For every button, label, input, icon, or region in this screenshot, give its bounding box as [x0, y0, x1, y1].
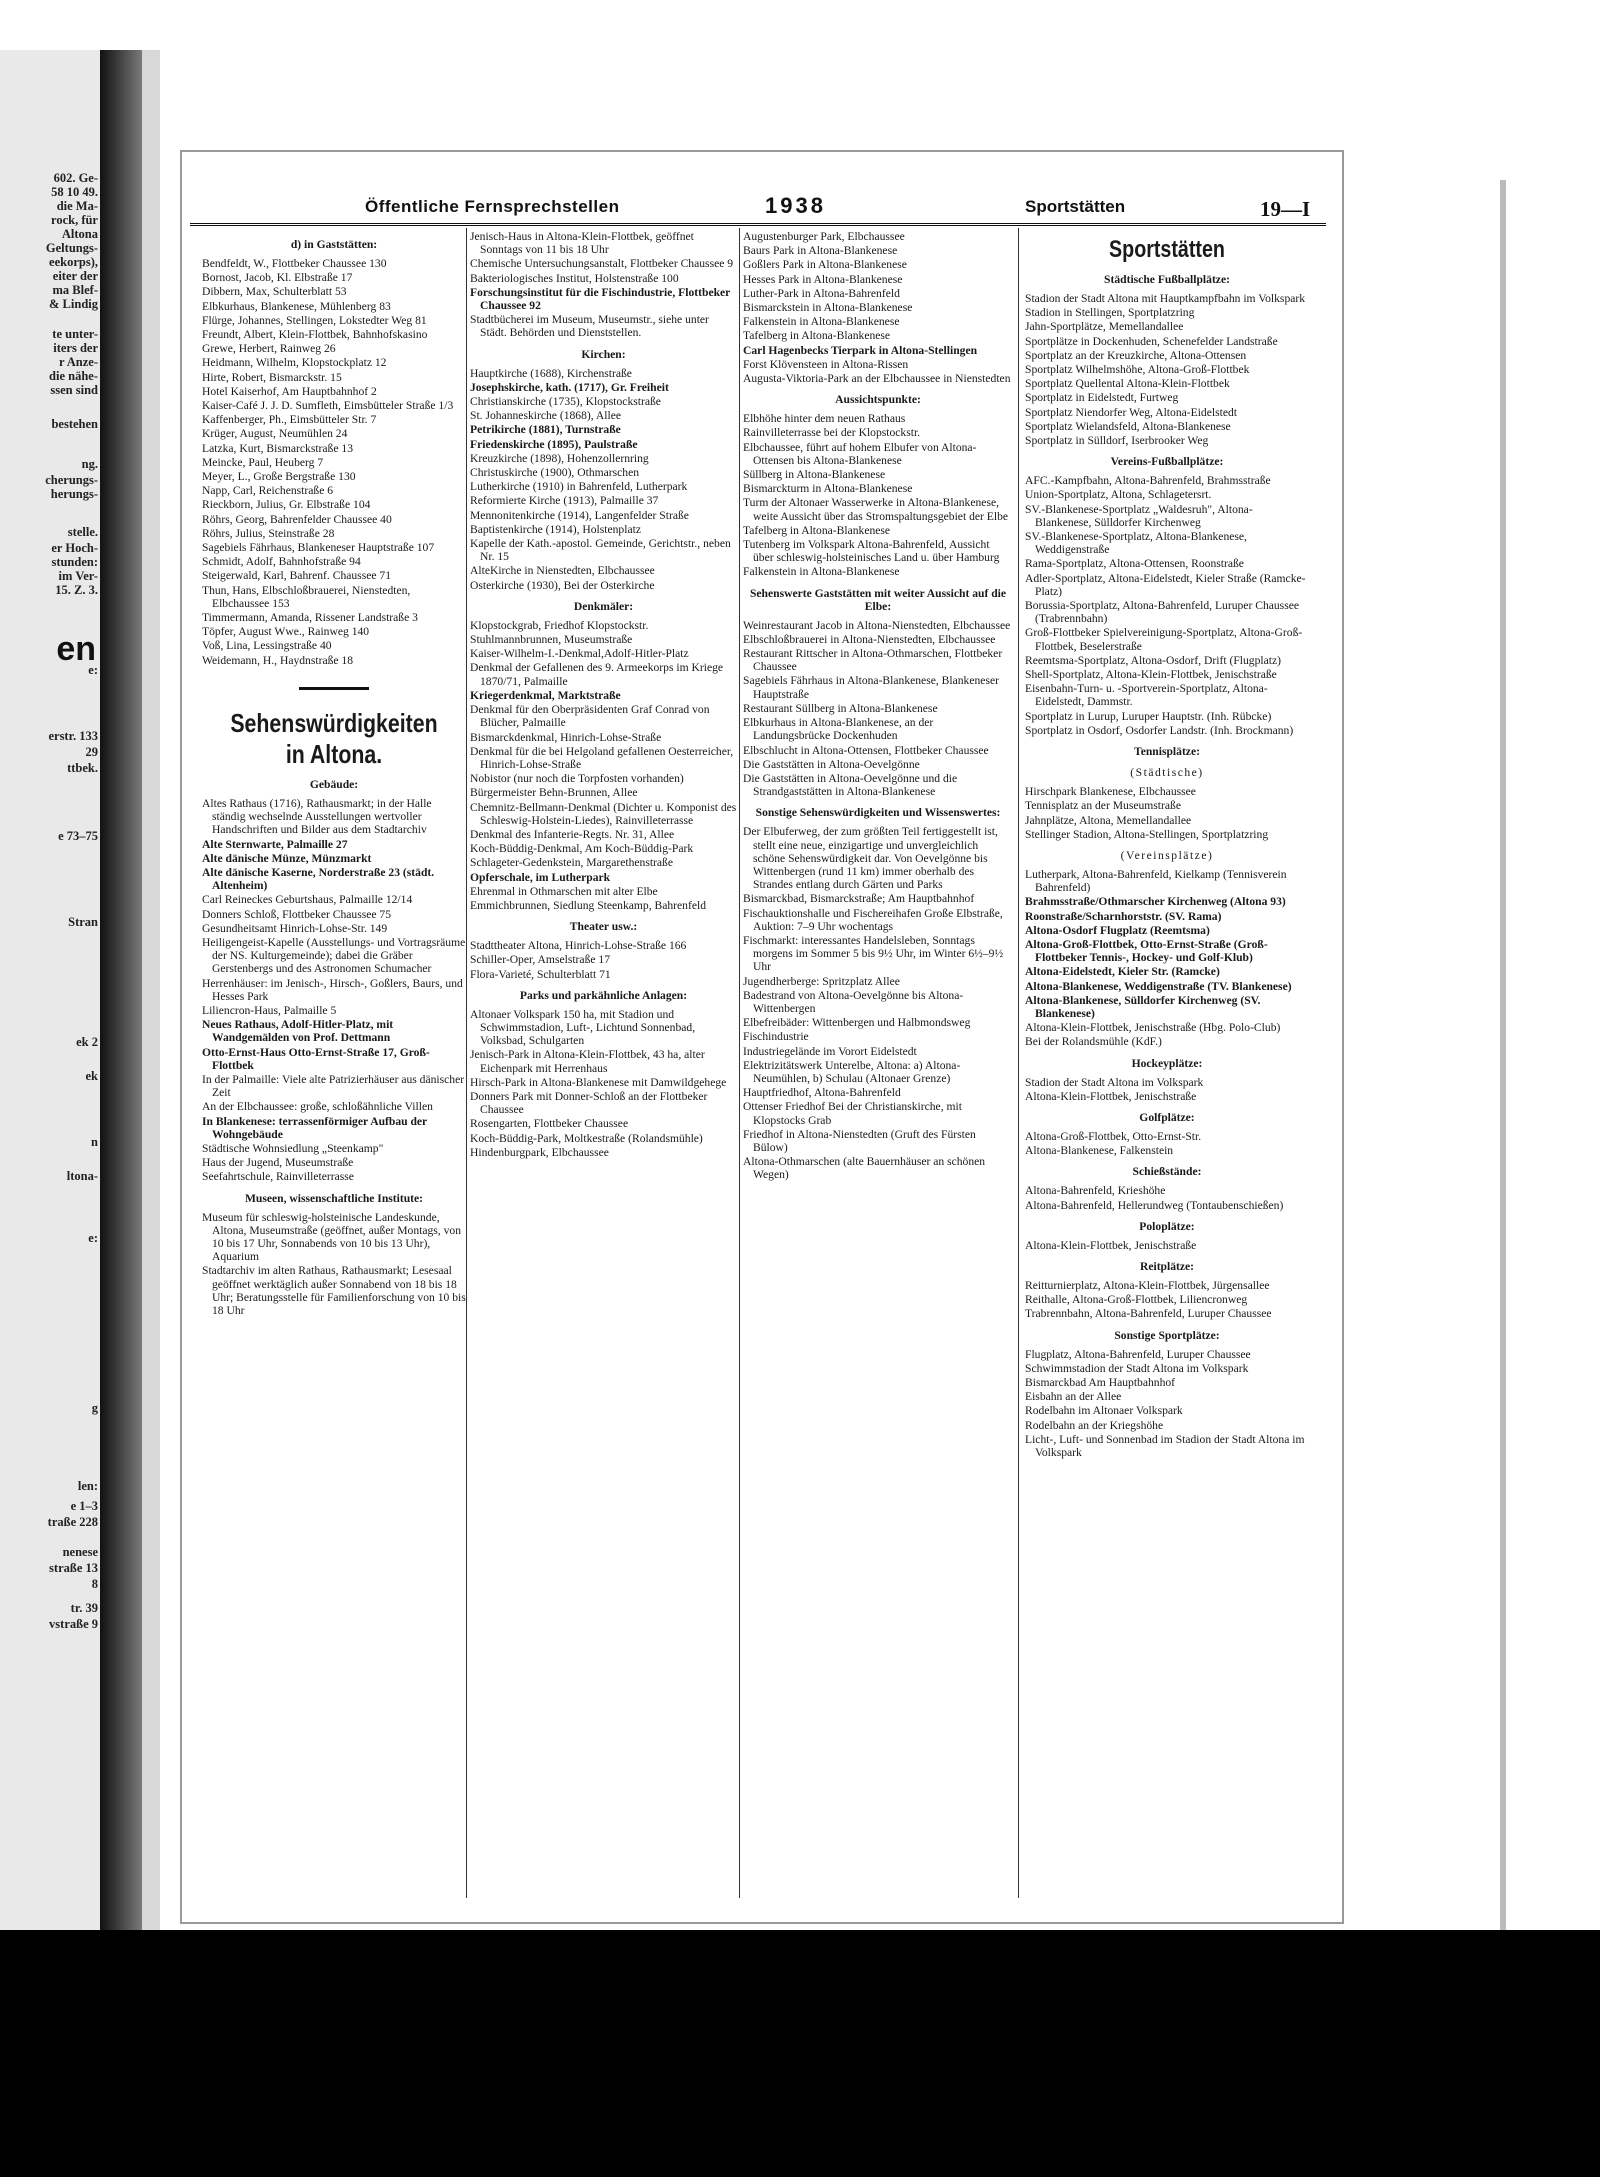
list-entry: Jenisch-Park in Altona-Klein-Flottbek, 43 ha, alter Eichenpark mit Herrenhaus — [470, 1048, 705, 1075]
left-page-text-fragment: stelle. — [67, 525, 98, 539]
list-entry: Altonaer Volkspark 150 ha, mit Stadion und Schwimmstadion, Luft-, Lichtund Sonnenbad, Volksbad, Schulgarten — [470, 1007, 696, 1048]
subsection-heading: Sonstige Sportplätze: — [1114, 1328, 1220, 1342]
left-page-heading-fragment: en — [56, 630, 96, 668]
list-entry: Stadion der Stadt Altona mit Hauptkampfbahn im Volkspark — [1025, 292, 1306, 305]
list-entry: Christianskirche (1735), Klopstockstraße — [470, 395, 661, 409]
left-page-text-fragment: g — [91, 1401, 98, 1415]
list-entry: Neues Rathaus, Adolf-Hitler-Platz, mit Wandgemälden von Prof. Dettmann — [202, 1018, 394, 1045]
list-entry: Latzka, Kurt, Bismarckstraße 13 — [202, 441, 353, 455]
list-entry: Hotel Kaiserhof, Am Hauptbahnhof 2 — [202, 384, 377, 398]
list-entry: Schlageter-Gedenkstein, Margarethenstraße — [470, 856, 674, 870]
left-page-text-fragment: ltona- — [66, 1169, 98, 1183]
list-entry: Opferschale, im Lutherpark — [470, 870, 611, 884]
column-4 — [1025, 230, 1309, 1460]
list-entry: Dibbern, Max, Schulterblatt 53 — [202, 285, 347, 299]
left-page-text-fragment: ma Blef- — [52, 283, 98, 297]
list-entry: Baptistenkirche (1914), Holstenplatz — [470, 522, 641, 536]
left-page-text-fragment: traße 228 — [47, 1515, 98, 1529]
list-entry: Alte Sternwarte, Palmaille 27 — [202, 837, 348, 851]
list-entry: Altona-Klein-Flottbek, Jenischstraße — [1025, 1089, 1197, 1103]
subsection-heading: Reitplätze: — [1139, 1259, 1195, 1273]
left-page-text-fragment: eekorps), — [49, 255, 98, 269]
list-entry: Chemische Untersuchungsanstalt, Flottbeker Chaussee 9 — [470, 257, 734, 271]
list-entry: Freundt, Albert, Klein-Flottbek, Bahnhofskasino — [202, 328, 428, 342]
list-entry: Eisenbahn-Turn- u. -Sportverein-Sportplatz, Altona-Eidelstedt, Dammstr. — [1025, 682, 1268, 709]
list-entry: An der Elbchaussee: große, schloßähnliche Villen — [202, 1100, 433, 1114]
list-entry: Chemnitz-Bellmann-Denkmal (Dichter u. Komponist des Schleswig-Holstein-Liedes), Rainvilleterrasse — [470, 800, 737, 827]
list-entry: Röhrs, Georg, Bahrenfelder Chaussee 40 — [202, 512, 392, 526]
left-page-text-fragment: e 1–3 — [70, 1499, 98, 1513]
left-page-text-fragment: e: — [88, 1231, 98, 1245]
subsection-heading: d) in Gaststätten: — [290, 238, 378, 251]
list-entry: Hirte, Robert, Bismarckstr. 15 — [202, 370, 342, 384]
list-entry: Altona-Groß-Flottbek, Otto-Ernst-Straße (Groß-Flottbeker Tennis-, Hockey- und Golf-Klub) — [1025, 937, 1268, 965]
subsection-heading: Gebäude: — [309, 777, 359, 791]
left-page-text-fragment: 602. Ge- — [53, 171, 98, 185]
list-entry: Sportplatz Quellental Altona-Klein-Flottbek — [1025, 377, 1230, 391]
page-gutter — [142, 50, 160, 1980]
list-entry: Napp, Carl, Reichenstraße 6 — [202, 484, 334, 498]
list-entry: Koch-Büddig-Park, Moltkestraße (Rolandsmühle) — [470, 1131, 703, 1145]
list-entry: Licht-, Luft- und Sonnenbad im Stadion der Stadt Altona im Volkspark — [1025, 1432, 1305, 1459]
list-entry: Klopstockgrab, Friedhof Klopstockstr. — [470, 618, 649, 632]
list-entry: Stadion der Stadt Altona im Volkspark — [1025, 1075, 1204, 1089]
left-page-text-fragment: & Lindig — [49, 297, 98, 311]
list-entry: Süllberg in Altona-Blankenese — [743, 468, 886, 482]
list-entry: Restaurant Rittscher in Altona-Othmarschen, Flottbeker Chaussee — [743, 647, 1003, 674]
list-entry: Schiller-Oper, Amselstraße 17 — [470, 953, 611, 967]
list-entry: Otto-Ernst-Haus Otto-Ernst-Straße 17, Groß-Flottbek — [202, 1045, 430, 1072]
list-entry: Sportplätze in Dockenhuden, Schenefelder Landstraße — [1025, 334, 1278, 348]
list-entry: SV.-Blankenese-Sportplatz, Altona-Blankenese, Weddigenstraße — [1025, 530, 1247, 557]
list-entry: Altona-Blankenese, Sülldorfer Kirchenweg (SV. Blankenese) — [1025, 993, 1261, 1020]
list-entry: Rama-Sportplatz, Altona-Ottensen, Roonstraße — [1025, 557, 1244, 571]
list-entry: Turm der Altonaer Wasserwerke in Altona-Blankenese, weite Aussicht über das Stromspaltungsgebiet der Elbe — [743, 496, 1009, 523]
list-entry: Bei der Rolandsmühle (KdF.) — [1025, 1035, 1162, 1049]
subsection-heading: Aussichtspunkte: — [835, 393, 921, 407]
left-page-text-fragment: rock, für — [51, 213, 98, 227]
list-entry: Christuskirche (1900), Othmarschen — [470, 466, 640, 480]
left-page-text-fragment: len: — [77, 1479, 98, 1493]
left-page-text-fragment: 58 10 49. — [51, 185, 98, 199]
list-entry: Kaiser-Wilhelm-I.-Denkmal,Adolf-Hitler-Platz — [470, 647, 689, 661]
list-entry: Weinrestaurant Jacob in Altona-Nienstedten, Elbchaussee — [743, 618, 1011, 632]
list-entry: Museum für schleswig-holsteinische Landeskunde, Altona, Museumstraße (geöffnet, außer Montags, von 10 bis 17 Uhr, Sonnabends von 10 bis 13 Uhr), Aquarium — [202, 1210, 461, 1264]
list-entry: Donners Schloß, Flottbeker Chaussee 75 — [202, 907, 392, 921]
subsection-heading: Sonstige Sehenswürdigkeiten und Wissenswertes: — [755, 806, 1001, 820]
list-entry: Hirschpark Blankenese, Elbchaussee — [1025, 785, 1196, 799]
list-entry: Altona-Klein-Flottbek, Jenischstraße — [1025, 1238, 1197, 1252]
list-entry: Shell-Sportplatz, Altona-Klein-Flottbek, Jenischstraße — [1025, 668, 1277, 682]
list-entry: Denkmal des Infanterie-Regts. Nr. 31, Allee — [470, 827, 675, 841]
left-page-text-fragment: Geltungs- — [45, 241, 98, 255]
list-entry: Elbhöhe hinter dem neuen Rathaus — [743, 412, 906, 426]
list-entry: Thun, Hans, Elbschloßbrauerei, Nienstedten, Elbchaussee 153 — [202, 583, 411, 610]
running-header — [190, 193, 1326, 226]
list-entry: Altona-Groß-Flottbek, Otto-Ernst-Str. — [1025, 1129, 1202, 1143]
subsection-heading: Kirchen: — [581, 347, 626, 361]
left-page-text-fragment: straße 13 — [49, 1561, 98, 1575]
left-page-text-fragment: ek 2 — [76, 1035, 98, 1049]
subsection-heading: Städtische Fußballplätze: — [1104, 273, 1230, 286]
list-entry: Die Gaststätten in Altona-Oevelgönne und die Strandgaststätten in Altona-Blankenese — [743, 771, 958, 799]
list-entry: Altona-Eidelstedt, Kieler Str. (Ramcke) — [1025, 965, 1220, 979]
list-entry: Reitturnierplatz, Altona-Klein-Flottbek, Jürgensallee — [1025, 1278, 1270, 1292]
left-page-text-fragment: te unter- — [52, 327, 98, 341]
subsection-heading: (Städtische) — [1130, 766, 1204, 780]
list-entry: Herrenhäuser: im Jenisch-, Hirsch-, Goßlers, Baurs, und Hesses Park — [202, 976, 463, 1003]
list-entry: Tafelberg in Altona-Blankenese — [743, 329, 891, 343]
list-entry: Bismarckstein in Altona-Blankenese — [743, 301, 913, 315]
list-entry: In Blankenese: terrassenförmiger Aufbau der Wohngebäude — [202, 1114, 427, 1141]
list-entry: AFC.-Kampfbahn, Altona-Bahrenfeld, Brahmsstraße — [1025, 474, 1271, 488]
list-entry: Gesundheitsamt Hinrich-Lohse-Str. 149 — [202, 921, 388, 935]
list-entry: Bismarckbad, Bismarckstraße; Am Hauptbahnhof — [743, 892, 975, 906]
left-page-text-fragment: 15. Z. 3. — [55, 583, 98, 597]
list-entry: Reformierte Kirche (1913), Palmaille 37 — [470, 494, 659, 508]
list-entry: Carl Hagenbecks Tierpark in Altona-Stellingen — [743, 343, 978, 357]
list-entry: Borussia-Sportplatz, Altona-Bahrenfeld, Luruper Chaussee (Trabrennbahn) — [1025, 599, 1299, 626]
list-entry: Nobistor (nur noch die Torpfosten vorhanden) — [470, 772, 684, 786]
list-entry: Kaffenberger, Ph., Eimsbütteler Str. 7 — [202, 413, 377, 427]
list-entry: Mennonitenkirche (1914), Langenfelder Straße — [470, 508, 689, 522]
list-entry: Jugendherberge: Spritzplatz Allee — [743, 974, 900, 988]
list-entry: Sportplatz in Osdorf, Osdorfer Landstr. (Inh. Brockmann) — [1025, 723, 1294, 737]
subsection-heading: Schießstände: — [1132, 1165, 1202, 1179]
column-2 — [470, 230, 737, 1160]
list-entry: Eisbahn an der Allee — [1025, 1390, 1122, 1404]
list-entry: Bismarckdenkmal, Hinrich-Lohse-Straße — [470, 730, 662, 744]
list-entry: Tutenberg im Volkspark Altona-Bahrenfeld, Aussicht über schleswig-holsteinisches Land u. über Hamburg — [743, 538, 1000, 565]
list-entry: Flugplatz, Altona-Bahrenfeld, Luruper Chaussee — [1025, 1347, 1251, 1361]
left-page-text-fragment: die nähe- — [49, 369, 98, 383]
column-3 — [743, 230, 1013, 1183]
list-entry: Städtische Wohnsiedlung „Steenkamp" — [202, 1141, 384, 1155]
left-page-text-fragment: stunden: — [51, 555, 98, 569]
list-entry: Adler-Sportplatz, Altona-Eidelstedt, Kieler Straße (Ramcke-Platz) — [1025, 571, 1306, 598]
header-left-title: Öffentliche Fernsprechstellen — [365, 197, 620, 216]
column-rule — [1018, 228, 1019, 1898]
left-page-text-fragment: die Ma- — [56, 199, 98, 213]
header-year: 1938 — [765, 193, 826, 218]
list-entry: Kreuzkirche (1898), Hohenzollernring — [470, 451, 649, 465]
list-entry: Rieckborn, Julius, Gr. Elbstraße 104 — [202, 498, 371, 512]
list-entry: Industriegelände im Vorort Eidelstedt — [743, 1044, 917, 1058]
list-entry: Emmichbrunnen, Siedlung Steenkamp, Bahrenfeld — [470, 898, 707, 912]
list-entry: Steigerwald, Karl, Bahrenf. Chaussee 71 — [202, 569, 391, 583]
list-entry: Sportplatz Wielandsfeld, Altona-Blankenese — [1025, 419, 1231, 433]
list-entry: Goßlers Park in Altona-Blankenese — [743, 258, 907, 272]
list-entry: Bismarckturm in Altona-Blankenese — [743, 482, 913, 496]
list-entry: Töpfer, August Wwe., Rainweg 140 — [202, 625, 370, 639]
list-entry: Donners Park mit Donner-Schloß an der Flottbeker Chaussee — [470, 1089, 708, 1117]
left-page-text-fragment: vstraße 9 — [49, 1617, 98, 1631]
list-entry: Hirsch-Park in Altona-Blankenese mit Damwildgehege — [470, 1075, 727, 1089]
list-entry: Der Elbuferweg, der zum größten Teil fertiggestellt ist, stellt eine neue, einzigartige und unvergleichlich schöne Sehenswürdigkeit dar. Von Oevelgönne bis Wittenbergen (rund 11 km) immer oberhalb des Strandes entlang durch Gärten und Parks — [743, 825, 998, 892]
list-entry: Meincke, Paul, Heuberg 7 — [202, 455, 324, 469]
list-entry: Augustenburger Park, Elbchaussee — [743, 230, 905, 243]
list-entry: Kapelle der Kath.-apostol. Gemeinde, Gerichtstr., neben Nr. 15 — [470, 537, 731, 564]
list-entry: Röhrs, Julius, Steinstraße 28 — [202, 526, 335, 540]
list-entry: Schwimmstadion der Stadt Altona im Volkspark — [1025, 1361, 1249, 1375]
list-entry: Alte dänische Kaserne, Norderstraße 23 (städt. Altenheim) — [202, 865, 435, 893]
list-entry: Weidemann, H., Haydnstraße 18 — [202, 653, 354, 667]
list-entry: Bornost, Jacob, Kl. Elbstraße 17 — [202, 271, 353, 285]
list-entry: Denkmal für die bei Helgoland gefallenen Oesterreicher, Hinrich-Lohse-Straße — [470, 744, 734, 771]
list-entry: Flürge, Johannes, Stellingen, Lokstedter Weg 81 — [202, 313, 427, 327]
list-entry: Altona-Klein-Flottbek, Jenischstraße (Hbg. Polo-Club) — [1025, 1021, 1281, 1035]
left-page-text-fragment: Altona — [61, 227, 98, 241]
left-page-text-fragment: Stran — [68, 915, 98, 929]
list-entry: Jahnplätze, Altona, Memellandallee — [1025, 813, 1192, 827]
list-entry: Kriegerdenkmal, Marktstraße — [470, 688, 621, 702]
list-entry: Groß-Flottbeker Spielvereinigung-Sportplatz, Altona-Groß-Flottbek, Beselerstraße — [1025, 626, 1303, 653]
list-entry: Koch-Büddig-Denkmal, Am Koch-Büddig-Park — [470, 842, 694, 856]
left-page-text-fragment: r Anze- — [59, 355, 98, 369]
list-entry: Osterkirche (1930), Bei der Osterkirche — [470, 578, 655, 592]
list-entry: Josephskirche, kath. (1717), Gr. Freiheit — [470, 380, 669, 394]
list-entry: Fischauktionshalle und Fischereihafen Große Elbstraße, Auktion: 7–9 Uhr wochentags — [743, 906, 1003, 933]
subsection-heading: Poloplätze: — [1139, 1219, 1195, 1233]
list-entry: Altes Rathaus (1716), Rathausmarkt; in der Halle ständig wechselnde Ausstellungen wertvoller Handschriften und Bilder aus dem Stadtarchiv — [202, 796, 432, 837]
left-page-text-fragment: im Ver- — [58, 569, 98, 583]
list-entry: Reemtsma-Sportplatz, Altona-Osdorf, Drift (Flugplatz) — [1025, 653, 1281, 667]
list-entry: Jenisch-Haus in Altona-Klein-Flottbek, geöffnet Sonntags von 11 bis 18 Uhr — [470, 230, 694, 257]
list-entry: Bendfeldt, W., Flottbeker Chaussee 130 — [202, 257, 387, 270]
column-rule — [466, 228, 467, 1898]
list-entry: Rosengarten, Flottbeker Chaussee — [470, 1117, 629, 1131]
left-page-text-fragment: eiter der — [52, 269, 98, 283]
list-entry: Stuhlmannbrunnen, Museumstraße — [470, 633, 633, 647]
list-entry: Sportplatz in Sülldorf, Iserbrooker Weg — [1025, 434, 1209, 448]
subsection-heading: Hockeyplätze: — [1131, 1056, 1203, 1070]
list-entry: Liliencron-Haus, Palmaille 5 — [202, 1003, 337, 1017]
list-entry: Denkmal der Gefallenen des 9. Armeekorps im Kriege 1870/71, Palmaille — [470, 661, 724, 688]
list-entry: Kaiser-Café J. J. D. Sumfleth, Eimsbütteler Straße 1/3 — [202, 399, 454, 413]
section-heading: Sportstätten — [1109, 236, 1225, 263]
left-page-text-fragment: ssen sind — [50, 383, 98, 397]
list-entry: Restaurant Süllberg in Altona-Blankenese — [743, 701, 938, 715]
list-entry: Haus der Jugend, Museumstraße — [202, 1156, 354, 1170]
scan-black-border — [0, 1930, 1600, 2177]
subsection-heading: Parks und parkähnliche Anlagen: — [519, 988, 688, 1002]
left-page-text-fragment: erstr. 133 — [48, 729, 98, 743]
binding-shadow — [100, 50, 142, 1980]
list-entry: Bakteriologisches Institut, Holstenstraße 100 — [470, 271, 679, 285]
list-entry: Altona-Blankenese, Falkenstein — [1025, 1144, 1174, 1158]
page-edge — [1500, 180, 1506, 1940]
list-entry: Heiligengeist-Kapelle (Ausstellungs- und Vortragsräume der NS. Kulturgemeinde); dabei die Gräber Gerstenbergs und des Astronomen Schumacher — [202, 935, 466, 976]
list-entry: Falkenstein in Altona-Blankenese — [743, 315, 900, 329]
header-right-title: Sportstätten — [1025, 197, 1126, 216]
list-entry: SV.-Blankenese-Sportplatz „Waldesruh", Altona-Blankenese, Sülldorfer Kirchenweg — [1025, 502, 1253, 529]
subsection-heading: Tennisplätze: — [1134, 745, 1200, 759]
list-entry: Alte dänische Münze, Münzmarkt — [202, 851, 372, 865]
list-entry: Augusta-Viktoria-Park an der Elbchaussee in Nienstedten — [743, 372, 1011, 386]
list-entry: Fischmarkt: interessantes Handelsleben, Sonntags morgens im Sommer 5 bis 9½ Uhr, im Winter 6½–9½ Uhr — [743, 933, 1004, 974]
list-entry: Tennisplatz an der Museumstraße — [1025, 799, 1181, 813]
list-entry: Forst Klövensteen in Altona-Rissen — [743, 357, 909, 371]
list-entry: St. Johanneskirche (1868), Allee — [470, 409, 622, 423]
left-page-text-fragment: ttbek. — [67, 761, 98, 775]
list-entry: Altona-Bahrenfeld, Hellerundweg (Tontaubenschießen) — [1025, 1198, 1284, 1212]
list-entry: Rodelbahn im Altonaer Volkspark — [1025, 1404, 1183, 1418]
list-entry: Bismarckbad Am Hauptbahnhof — [1025, 1375, 1176, 1389]
list-entry: Heidmann, Wilhelm, Klopstockplatz 12 — [202, 356, 387, 370]
list-entry: Altona-Othmarschen (alte Bauernhäuser an schönen Wegen) — [743, 1155, 986, 1182]
list-entry: Denkmal für den Oberpräsidenten Graf Conrad von Blücher, Palmaille — [470, 703, 710, 730]
list-entry: Friedenskirche (1895), Paulstraße — [470, 437, 638, 451]
column-rule — [739, 228, 740, 1898]
list-entry: Elbkurhaus in Altona-Blankenese, an der Landungsbrücke Dockenhuden — [743, 716, 934, 743]
list-entry: Hesses Park in Altona-Blankenese — [743, 272, 903, 286]
list-entry: Stadttheater Altona, Hinrich-Lohse-Straße 166 — [470, 939, 687, 953]
list-entry: Roonstraße/Scharnhorststr. (SV. Rama) — [1025, 909, 1222, 923]
left-page-text-fragment: herungs- — [50, 487, 98, 501]
list-entry: Hauptkirche (1688), Kirchenstraße — [470, 366, 632, 380]
subsection-heading: Denkmäler: — [573, 599, 634, 613]
subsection-heading: Sehenswerte Gaststätten mit weiter Aussicht auf die Elbe: — [749, 586, 1007, 613]
document-page — [160, 50, 1356, 1980]
list-entry: Seefahrtschule, Rainvilleterrasse — [202, 1170, 354, 1184]
list-entry: Altona-Blankenese, Weddigenstraße (TV. Blankenese) — [1025, 979, 1292, 993]
list-entry: Petrikirche (1881), Turnstraße — [470, 423, 621, 437]
column-1 — [202, 230, 466, 1318]
list-entry: Krüger, August, Neumühlen 24 — [202, 427, 348, 441]
list-entry: Stellinger Stadion, Altona-Stellingen, Sportplatzring — [1025, 827, 1269, 841]
left-page-text-fragment: n — [91, 1135, 98, 1149]
list-entry: Lutherpark, Altona-Bahrenfeld, Kielkamp (Tennisverein Bahrenfeld) — [1025, 867, 1287, 895]
list-entry: Elbschloßbrauerei in Altona-Nienstedten, Elbchaussee — [743, 632, 996, 646]
list-entry: Trabrennbahn, Altona-Bahrenfeld, Luruper Chaussee — [1025, 1307, 1272, 1321]
list-entry: Sportplatz in Lurup, Luruper Hauptstr. (Inh. Rübcke) — [1025, 709, 1272, 723]
list-entry: Forschungsinstitut für die Fischindustrie, Flottbeker Chaussee 92 — [470, 285, 731, 313]
list-entry: Baurs Park in Altona-Blankenese — [743, 244, 898, 258]
list-entry: Bürgermeister Behn-Brunnen, Allee — [470, 786, 638, 800]
list-entry: Union-Sportplatz, Altona, Schlagetersrt. — [1025, 488, 1212, 502]
left-page-text-fragment: ng. — [81, 457, 98, 471]
list-entry: Reithalle, Altona-Groß-Flottbek, Liliencronweg — [1025, 1293, 1248, 1307]
list-entry: Brahmsstraße/Othmarscher Kirchenweg (Altona 93) — [1025, 895, 1286, 909]
list-entry: Elbefreibäder: Wittenbergen und Halbmondsweg — [743, 1016, 971, 1030]
list-entry: Jahn-Sportplätze, Memellandallee — [1025, 320, 1184, 334]
list-entry: Fischindustrie — [743, 1030, 809, 1044]
list-entry: Timmermann, Amanda, Rissener Landstraße 3 — [202, 611, 418, 625]
subsection-heading: Vereins-Fußballplätze: — [1110, 455, 1224, 469]
left-page-text-fragment: bestehen — [51, 417, 98, 431]
list-entry: Stadion in Stellingen, Sportplatzring — [1025, 306, 1195, 320]
left-page-text-fragment: 29 — [85, 745, 98, 759]
left-page-text-fragment: iters der — [53, 341, 98, 355]
list-entry: Elbschlucht in Altona-Ottensen, Flottbeker Chaussee — [743, 743, 989, 757]
list-entry: Sagebiels Fährhaus, Blankeneser Hauptstraße 107 — [202, 541, 435, 555]
list-entry: AlteKirche in Nienstedten, Elbchaussee — [470, 564, 655, 578]
left-page-text-fragment: e: — [88, 663, 98, 677]
list-entry: Lutherkirche (1910) in Bahrenfeld, Lutherpark — [470, 480, 688, 494]
list-entry: Rainvilleterrasse bei der Klopstockstr. — [743, 426, 921, 440]
list-entry: Sagebiels Fährhaus in Altona-Blankenese, Blankeneser Hauptstraße — [743, 674, 999, 701]
list-entry: Flora-Varieté, Schulterblatt 71 — [470, 967, 611, 981]
list-entry: Meyer, L., Große Bergstraße 130 — [202, 470, 356, 484]
list-entry: Falkenstein in Altona-Blankenese — [743, 565, 900, 579]
left-page-text-fragment: ek — [85, 1069, 98, 1083]
list-entry: Altona-Osdorf Flugplatz (Reemtsma) — [1025, 923, 1210, 937]
list-entry: Elektrizitätswerk Unterelbe, Altona: a) Altona-Neumühlen, b) Schulau (Altonaer Grenze) — [743, 1058, 961, 1085]
list-entry: Grewe, Herbert, Rainweg 26 — [202, 342, 336, 356]
scanned-page-spread — [0, 50, 1600, 1980]
list-entry: Sportplatz in Eidelstedt, Furtweg — [1025, 391, 1179, 405]
list-entry: Badestrand von Altona-Oevelgönne bis Altona-Wittenbergen — [743, 988, 964, 1015]
left-page-text-fragment: 8 — [91, 1577, 98, 1591]
left-page-text-fragment: tr. 39 — [70, 1601, 98, 1615]
list-entry: Sportplatz Wilhelmshöhe, Altona-Groß-Flottbek — [1025, 363, 1250, 377]
list-entry: Luther-Park in Altona-Bahrenfeld — [743, 286, 900, 300]
subsection-heading: (Vereinsplätze) — [1120, 848, 1214, 862]
list-entry: Friedhof in Altona-Nienstedten (Gruft des Fürsten Bülow) — [743, 1127, 976, 1154]
list-entry: Altona-Bahrenfeld, Krieshöhe — [1025, 1184, 1166, 1198]
list-entry: Carl Reineckes Geburtshaus, Palmaille 12/14 — [202, 893, 413, 907]
list-entry: Stadtbücherei im Museum, Museumstr., siehe unter Städt. Behörden und Dienststellen. — [470, 313, 709, 340]
section-divider — [299, 687, 369, 690]
list-entry: Tafelberg in Altona-Blankenese — [743, 523, 891, 537]
subsection-heading: Theater usw.: — [569, 920, 638, 934]
left-page-text-fragment: cherungs- — [45, 473, 98, 487]
subsection-heading: Golfplätze: — [1139, 1110, 1195, 1124]
list-entry: Stadtarchiv im alten Rathaus, Rathausmarkt; Lesesaal geöffnet werktäglich außer Sonnabend von 18 bis 18 Uhr; Beratungsstelle für Familienforschung von 10 bis 18 Uhr — [202, 1264, 466, 1317]
list-entry: Ehrenmal in Othmarschen mit alter Elbe — [470, 884, 658, 898]
section-heading: Sehenswürdigkeiten in Altona. — [230, 707, 438, 769]
list-entry: Rodelbahn an der Kriegshöhe — [1025, 1418, 1164, 1432]
list-entry: Elbchaussee, führt auf hohem Elbufer von Altona-Ottensen bis Altona-Blankenese — [743, 440, 977, 467]
list-entry: Ottenser Friedhof Bei der Christianskirche, mit Klopstocks Grab — [743, 1100, 962, 1127]
list-entry: Voß, Lina, Lessingstraße 40 — [202, 639, 332, 653]
list-entry: Sportplatz an der Kreuzkirche, Altona-Ottensen — [1025, 348, 1247, 362]
list-entry: Sportplatz Niendorfer Weg, Altona-Eidelstedt — [1025, 405, 1237, 419]
list-entry: Hindenburgpark, Elbchaussee — [470, 1145, 609, 1159]
left-page-fragment — [0, 50, 101, 1980]
list-entry: Die Gaststätten in Altona-Oevelgönne — [743, 757, 920, 771]
page-number: 19—I — [1260, 197, 1311, 221]
left-page-text-fragment: e 73–75 — [58, 829, 98, 843]
list-entry: Hauptfriedhof, Altona-Bahrenfeld — [743, 1086, 901, 1100]
list-entry: In der Palmaille: Viele alte Patrizierhäuser aus dänischer Zeit — [202, 1072, 465, 1100]
left-page-text-fragment: nenese — [62, 1545, 98, 1559]
list-entry: Elbkurhaus, Blankenese, Mühlenberg 83 — [202, 299, 391, 313]
left-page-text-fragment: er Hoch- — [51, 541, 98, 555]
subsection-heading: Museen, wissenschaftliche Institute: — [244, 1191, 424, 1205]
list-entry: Schmidt, Adolf, Bahnhofstraße 94 — [202, 555, 361, 569]
